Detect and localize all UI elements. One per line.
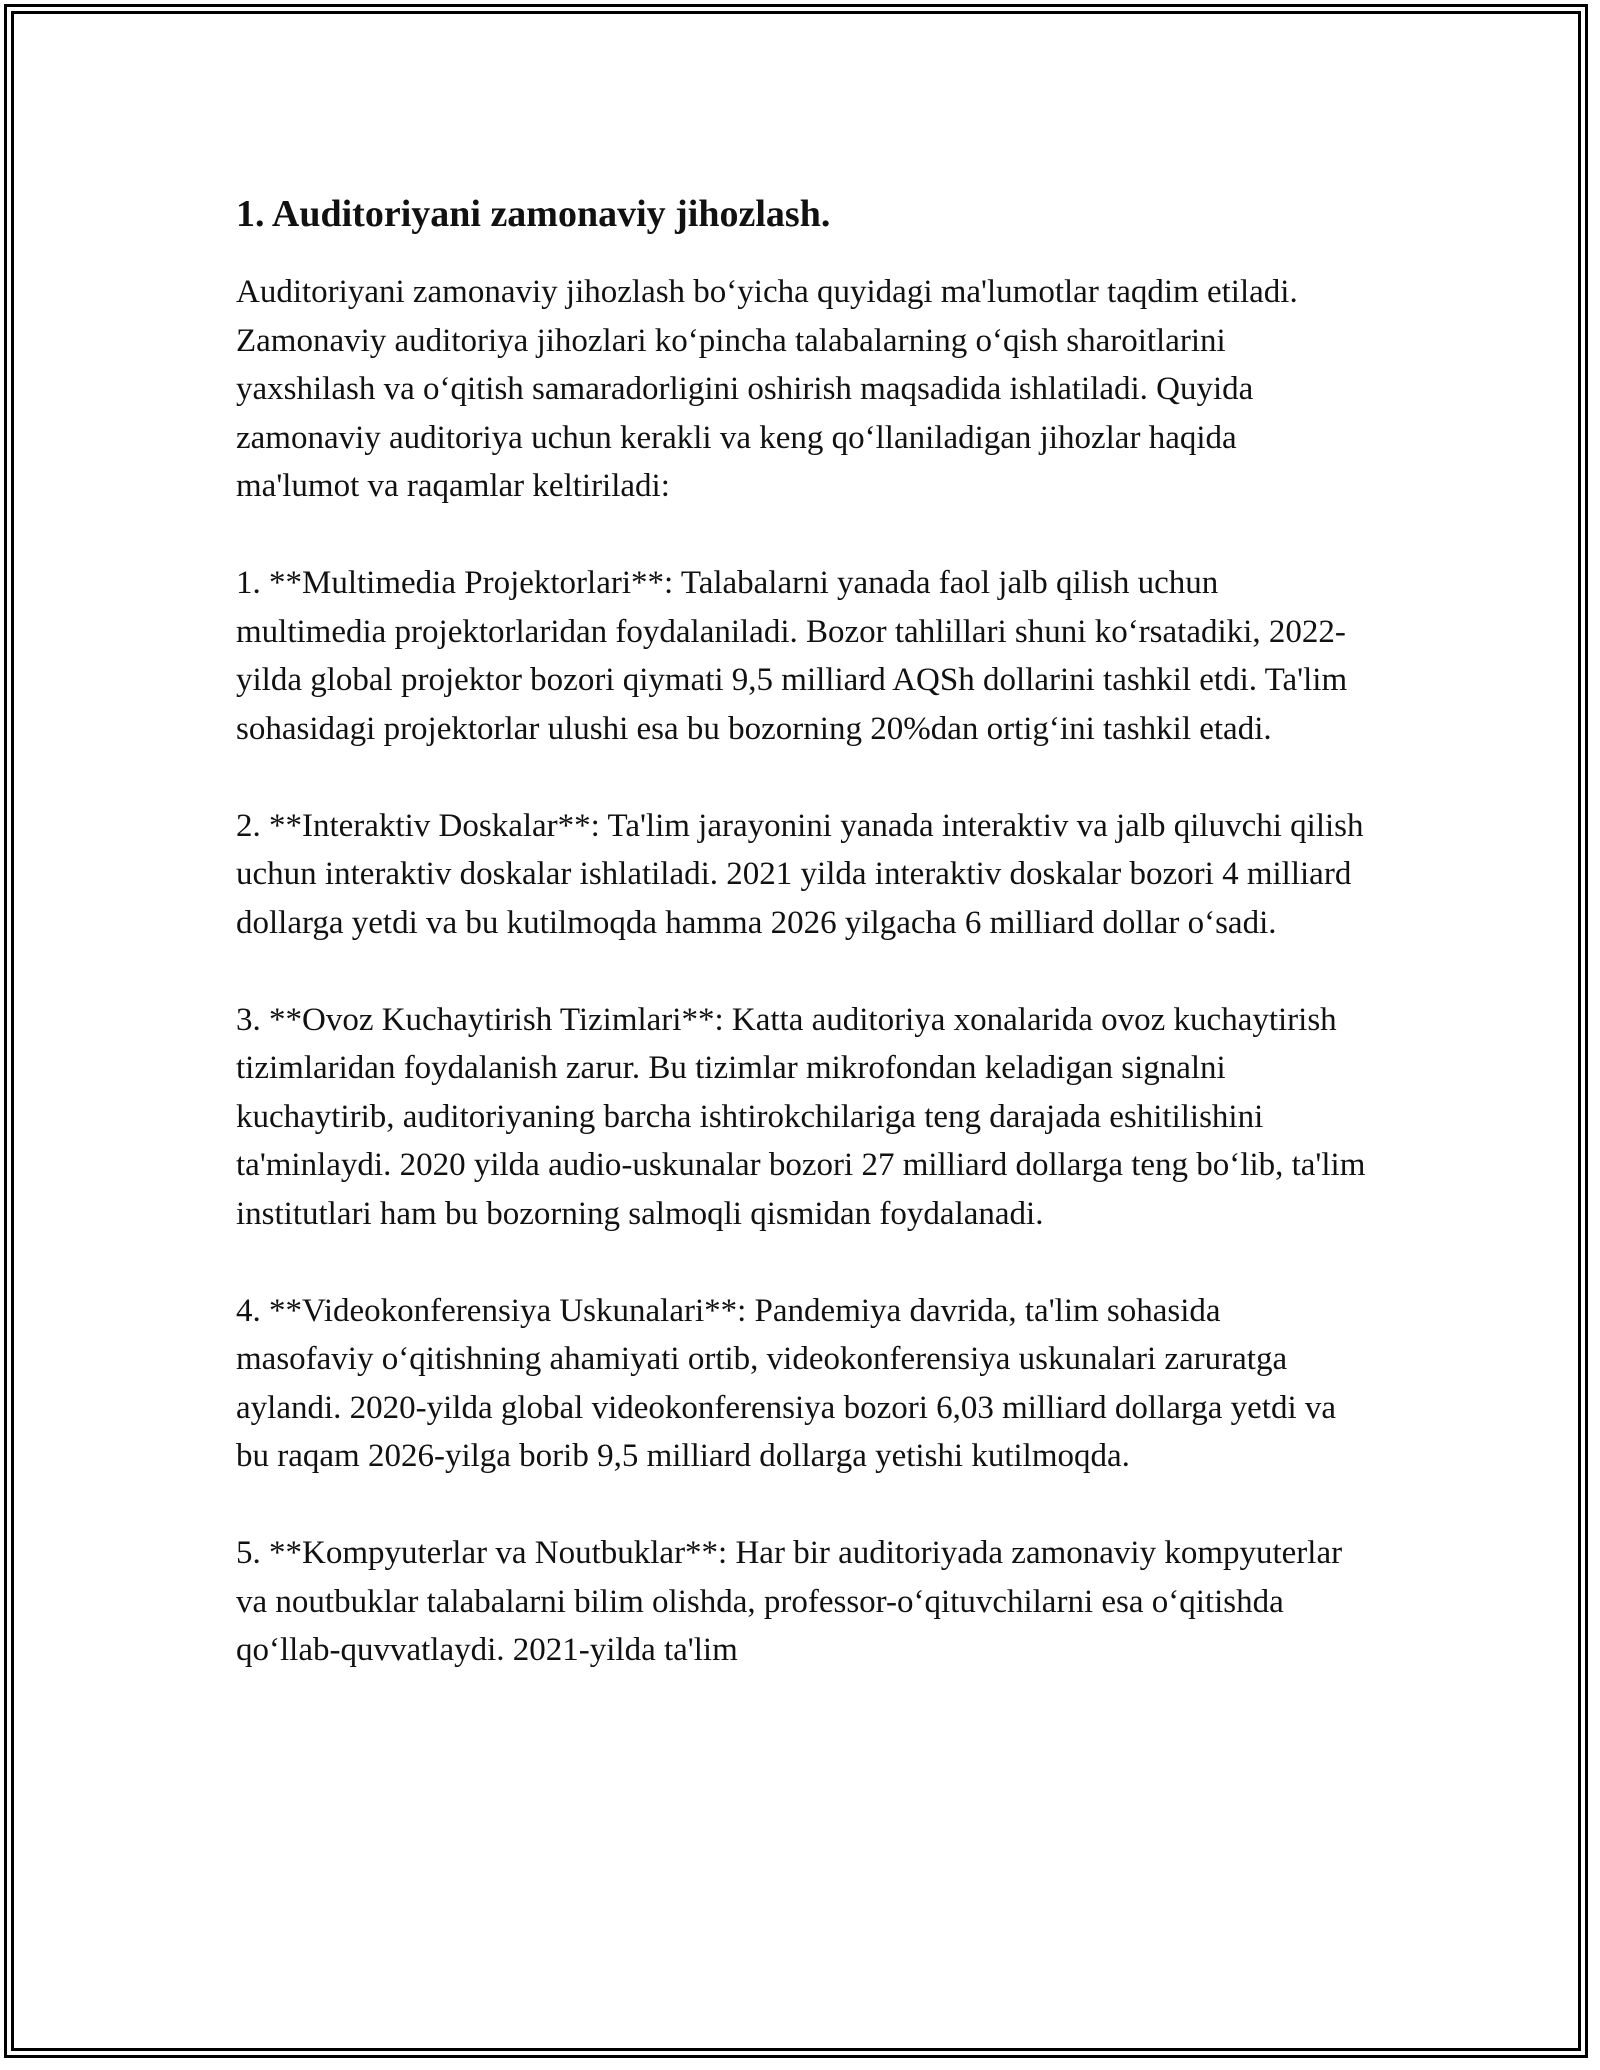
paragraph-projectors: 1. **Multimedia Projektorlari**: Talabalarni yanada faol jalb qilish uchun multimedia projektorlaridan foydalaniladi. Bozor tahlillari shuni ko‘rsatadiki, 2022-yilda global projektor bozori qiymati 9,5 milliard AQSh dollarini tashkil etdi. Ta'lim sohasidagi projektorlar ulushi esa bu bozorning 20%dan ortig‘ini tashkil etadi. xyxy=(236,565,1348,747)
section-heading: 1. Auditoriyani zamonaviy jihozlash. xyxy=(236,193,831,235)
document-page xyxy=(236,190,1366,1723)
paragraph-interactive-boards: 2. **Interaktiv Doskalar**: Ta'lim jarayonini yanada interaktiv va jalb qiluvchi qilish uchun interaktiv doskalar ishlatiladi. 2021 yilda interaktiv doskalar bozori 4 milliard dollarga yetdi va bu kutilmoqda hamma 2026 yilgacha 6 milliard dollar o‘sadi. xyxy=(236,807,1364,941)
intro-paragraph: Auditoriyani zamonaviy jihozlash bo‘yicha quyidagi ma'lumotlar taqdim etiladi. Zamonaviy auditoriya jihozlari ko‘pincha talabalarning o‘qish sharoitlarini yaxshilash va o‘qitish samaradorligini oshirish maqsadida ishlatiladi. Quyida zamonaviy auditoriya uchun kerakli va keng qo‘llaniladigan jihozlar haqida ma'lumot va raqamlar keltiriladi: xyxy=(236,274,1298,504)
paragraph-computers: 5. **Kompyuterlar va Noutbuklar**: Har bir auditoriyada zamonaviy kompyuterlar va noutbuklar talabalarni bilim olishda, professor-o‘qituvchilarni esa o‘qitishda qo‘llab-quvvatlaydi. 2021-yilda ta'lim xyxy=(236,1535,1343,1668)
paragraph-videoconference: 4. **Videokonferensiya Uskunalari**: Pandemiya davrida, ta'lim sohasida masofaviy o‘qitishning ahamiyati ortib, videokonferensiya uskunalari zaruratga aylandi. 2020-yilda global videokonferensiya bozori 6,03 milliard dollarga yetdi va bu raqam 2026-yilga borib 9,5 milliard dollarga yetishi kutilmoqda. xyxy=(236,1292,1337,1474)
paragraph-sound-systems: 3. **Ovoz Kuchaytirish Tizimlari**: Katta auditoriya xonalarida ovoz kuchaytirish tizimlaridan foydalanish zarur. Bu tizimlar mikrofondan keladigan signalni kuchaytirib, auditoriyaning barcha ishtirokchilariga teng darajada eshitilishini ta'minlaydi. 2020 yilda audio-uskunalar bozori 27 milliard dollarga teng bo‘lib, ta'lim institutlari ham bu bozorning salmoqli qismidan foydalanadi. xyxy=(236,1001,1366,1232)
